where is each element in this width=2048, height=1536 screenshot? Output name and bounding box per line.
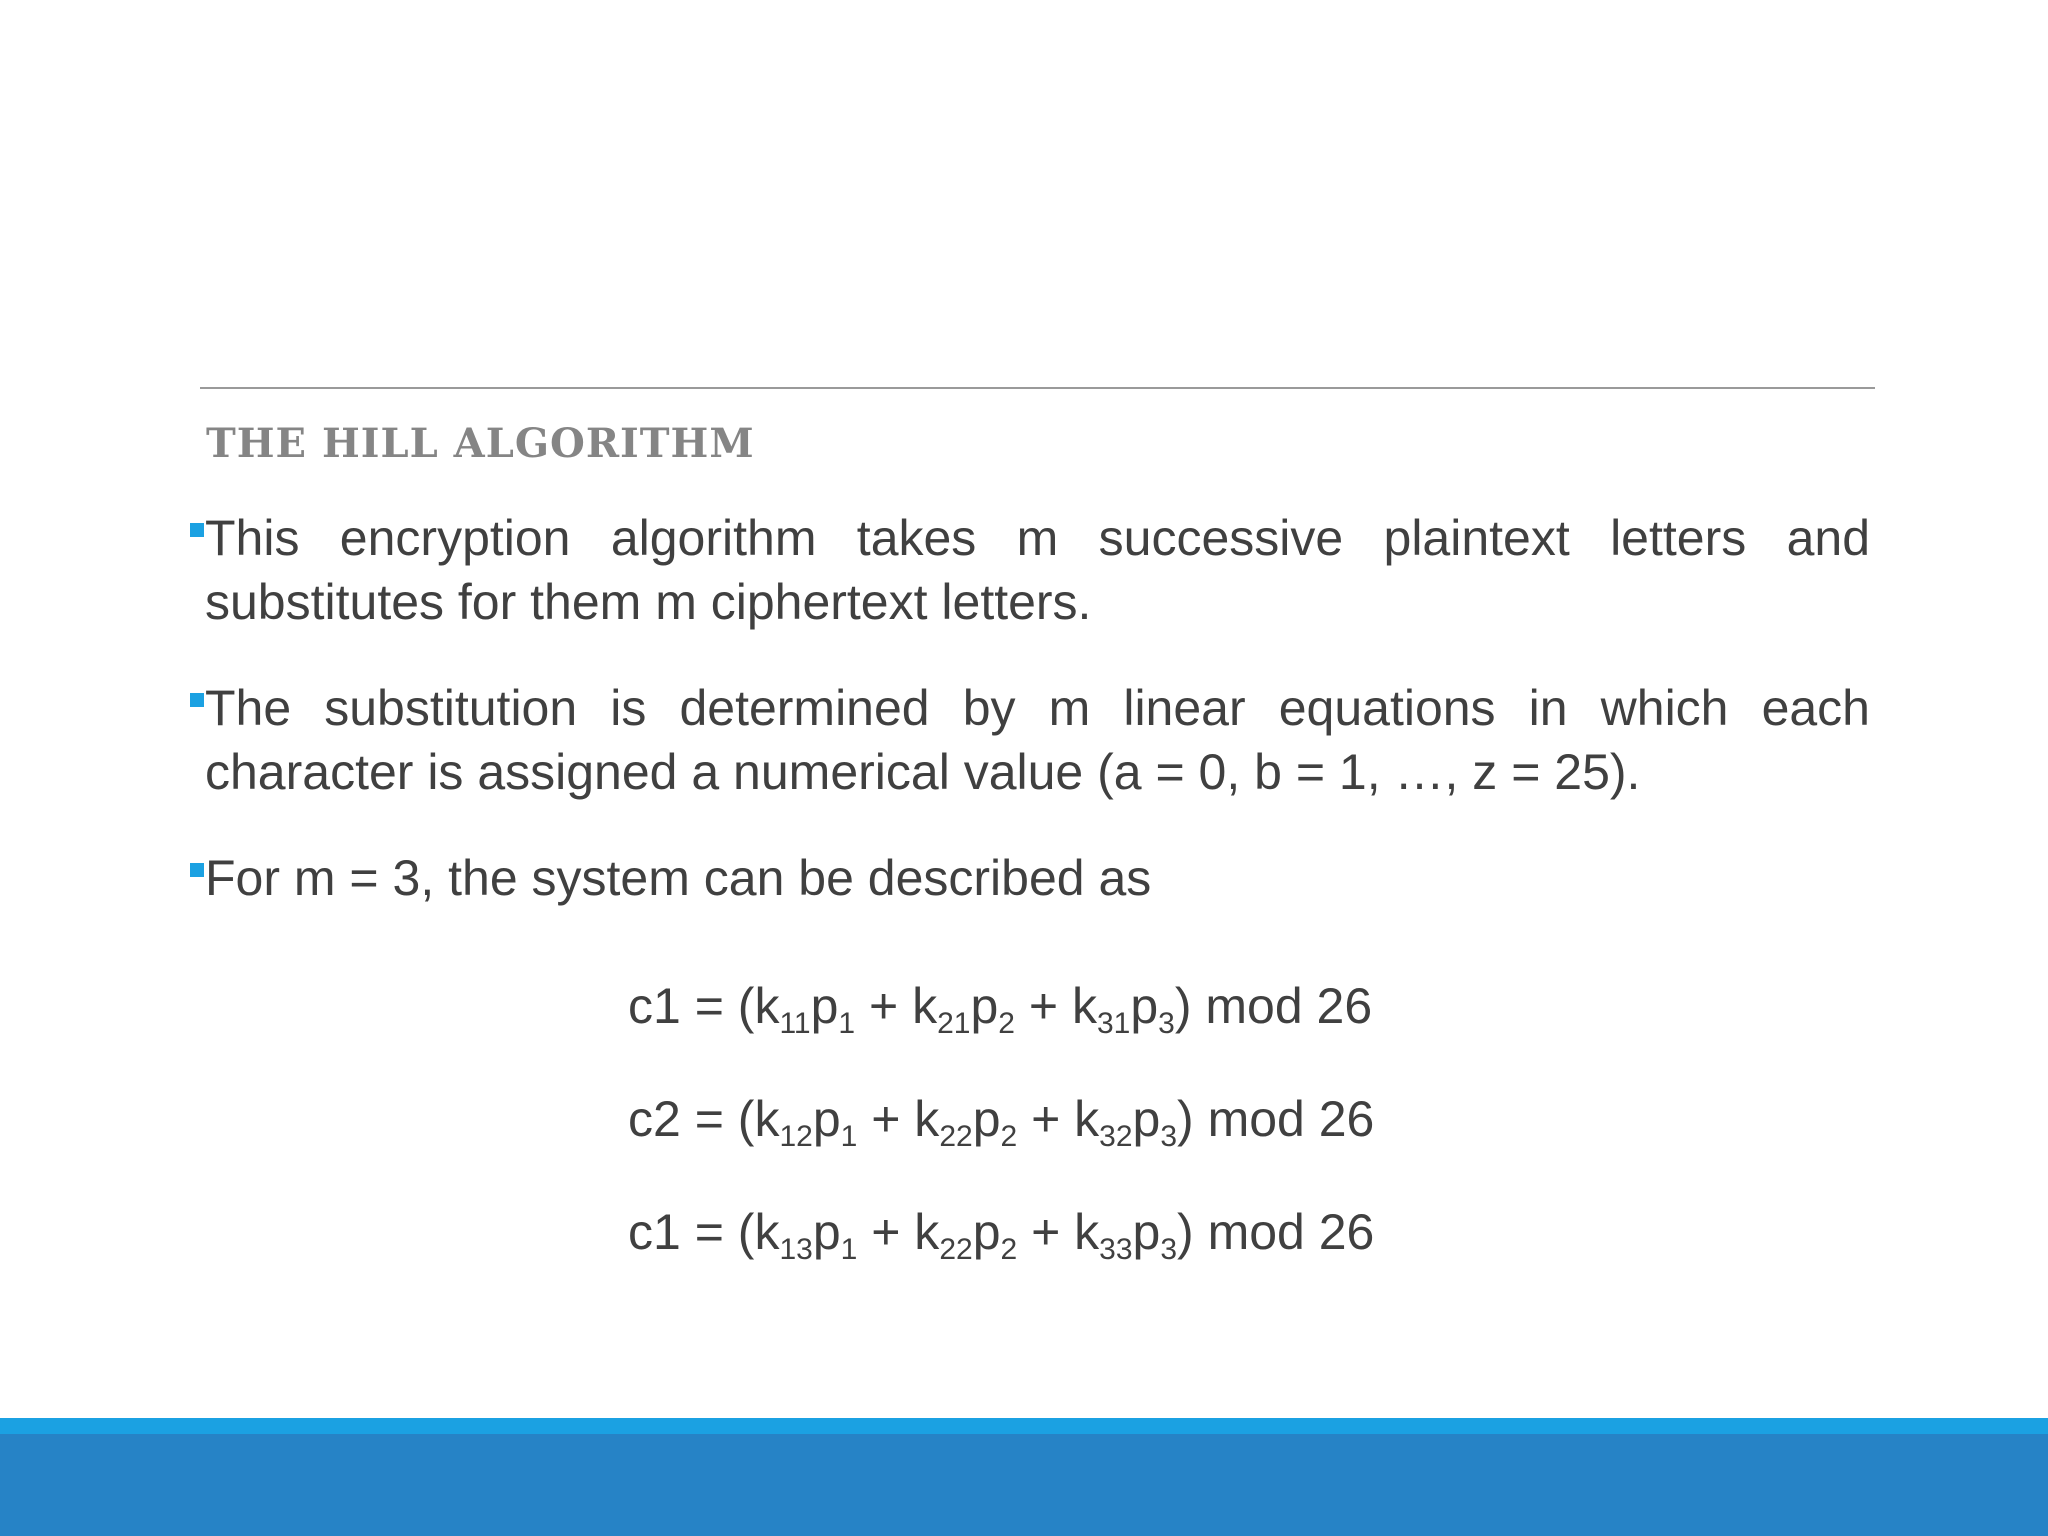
plain-subscript: 1	[838, 1007, 856, 1040]
plain-subscript: 2	[1000, 1233, 1018, 1266]
key-subscript: 11	[779, 1007, 811, 1040]
key-subscript: 31	[1096, 1007, 1131, 1040]
bullet-text: This encryption algorithm takes m successive plaintext letters and substitutes for them m ciphertext letters.	[205, 510, 1870, 630]
slide-title: THE HILL ALGORITHM	[206, 420, 755, 467]
equation-lhs: c2 = (k	[628, 1091, 780, 1147]
footer-band	[0, 1434, 2048, 1536]
plain-subscript: 3	[1160, 1120, 1178, 1153]
equation-line: $c2 = (k_{12}p_1 + k_{22}p_2 + k_{32}p_3)$ mod 26	[628, 1091, 1375, 1153]
equation-rhs: ) mod 26	[1174, 978, 1373, 1034]
key-subscript: 33	[1099, 1233, 1133, 1266]
equation-lhs: c1 = (k	[628, 978, 780, 1034]
key-subscript: 13	[779, 1233, 813, 1266]
key-subscript: 12	[779, 1120, 813, 1153]
title-divider	[200, 387, 1875, 389]
plain-subscript: 2	[998, 1007, 1015, 1040]
bullet-text: The substitution is determined by m linear equations in which each character is assigned a numerical value (a = 0, b = 1, …, z = 25).	[205, 680, 1870, 800]
bullet-item	[190, 846, 1870, 910]
equation-line: $c1 = (k_{11}p_1 + k_{21}p_2 + k_{31}p_3)$ mod 26	[628, 978, 1373, 1040]
plain-subscript: 1	[840, 1120, 858, 1153]
square-bullet-icon	[190, 523, 204, 537]
equation-rhs: ) mod 26	[1177, 1091, 1375, 1147]
bullet-list	[190, 506, 1870, 952]
key-subscript: 32	[1099, 1120, 1133, 1153]
footer-accent-band	[0, 1418, 2048, 1434]
plain-subscript: 1	[840, 1233, 858, 1266]
key-subscript: 22	[939, 1120, 973, 1153]
bullet-item	[190, 676, 1870, 804]
bullet-text: For m = 3, the system can be described as	[205, 850, 1152, 906]
plain-subscript: 3	[1158, 1007, 1175, 1040]
plain-subscript: 2	[1000, 1120, 1018, 1153]
plain-subscript: 3	[1160, 1233, 1178, 1266]
bullet-item	[190, 506, 1870, 634]
square-bullet-icon	[190, 863, 204, 877]
key-subscript: 22	[939, 1233, 973, 1266]
square-bullet-icon	[190, 693, 204, 707]
key-subscript: 21	[937, 1007, 971, 1040]
equation-rhs: ) mod 26	[1177, 1204, 1375, 1260]
equation-line: $c1 = (k_{13}p_1 + k_{22}p_2 + k_{33}p_3)$ mod 26	[628, 1204, 1375, 1266]
equation-lhs: c1 = (k	[628, 1204, 780, 1260]
equation-block	[628, 950, 1528, 1289]
